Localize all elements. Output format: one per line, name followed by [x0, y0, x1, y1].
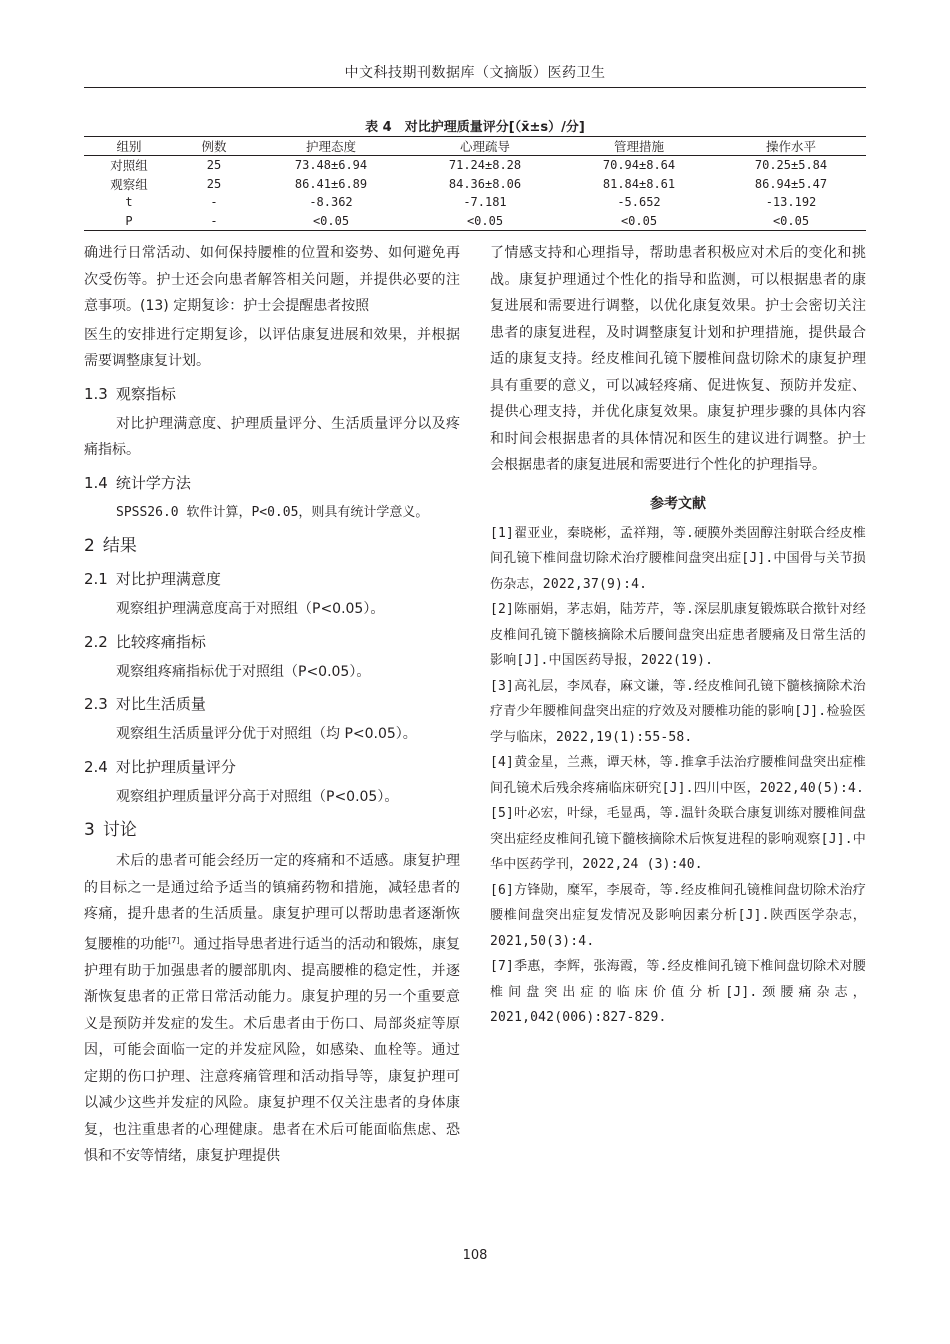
- table-4: [84, 136, 866, 231]
- section-heading-2: [84, 532, 460, 560]
- section-title: 观察指标: [115, 384, 176, 403]
- table-cell: -13.192: [765, 195, 817, 210]
- paragraph: 观察组生活质量评分优于对照组（均 P<0.05）。: [116, 726, 417, 742]
- table-cell: <0.05: [466, 213, 504, 228]
- left-column: [84, 240, 460, 1172]
- journal-header: 中文科技期刊数据库（文摘版）医药卫生: [344, 65, 606, 81]
- paragraph: 观察组护理质量评分高于对照组（P<0.05）。: [116, 788, 399, 805]
- table-cell: <0.05: [772, 213, 810, 228]
- section-heading-3: [84, 816, 460, 844]
- section-title: 对比生活质量: [115, 695, 206, 713]
- section-heading-1-4: [84, 470, 460, 496]
- reference-item: [7]季惠，李辉，张海霞，等.经皮椎间孔镜下椎间盘切除术对腰椎间盘突出症的临床价值分析[J].颈腰痛杂志，2021,042(006):827-829.: [490, 959, 866, 1025]
- header-management: 管理措施: [613, 139, 664, 154]
- table-cell: 25: [206, 158, 222, 173]
- header-operation: 操作水平: [765, 139, 816, 154]
- paragraph: 观察组护理满意度高于对照组（P<0.05）。: [116, 601, 385, 617]
- table-cell: 86.41±6.89: [294, 176, 368, 191]
- citation: [7]: [168, 935, 180, 945]
- table-cell: <0.05: [620, 213, 658, 228]
- section-heading-2-4: [84, 754, 460, 780]
- section-heading-2-3: [84, 691, 460, 717]
- table-cell: -5.652: [617, 195, 661, 210]
- table-cell: t: [125, 195, 133, 210]
- table-cell: 81.84±8.61: [602, 176, 676, 191]
- section-number: 3: [84, 820, 95, 840]
- reference-item: [5]叶必宏，叶绿，毛显禹，等.温针灸联合康复训练对腰椎间盘突出症经皮椎间孔镜下髓核摘除术后恢复进程的影响观察[J].中华中医药学刊，2022,24 (3):40.: [490, 806, 866, 872]
- reference-item: [6]方锋勋，糜军，李展奇，等.经皮椎间孔镜椎间盘切除术治疗腰椎间盘突出症复发情况及影响因素分析[J].陕西医学杂志，2021,50(3):4.: [490, 882, 866, 949]
- reference-item: [1]翟亚业，秦晓彬，孟祥翔，等.硬膜外类固醇注射联合经皮椎间孔镜下椎间盘切除术治疗腰椎间盘突出症[J].中国骨与关节损伤杂志，2022,37(9):4.: [490, 525, 866, 592]
- table-cell: -: [210, 195, 218, 210]
- paragraph: 医生的安排进行定期复诊，以评估康复进展和效果，并根据需要调整康复计划。: [84, 326, 460, 369]
- table-cell: -: [210, 213, 218, 228]
- page-number: 108: [462, 1248, 488, 1263]
- table-row: [84, 175, 866, 194]
- section-title: 讨论: [102, 820, 137, 840]
- paragraph: 了情感支持和心理指导，帮助患者积极应对术后的变化和挑战。康复护理通过个性化的指导和监测，可以根据患者的康复进展和需要进行调整，以优化康复效果。护士会密切关注患者的康复进程，及时调整康复计划和护理措施，提供最合适的康复支持。经皮椎间孔镜下腰椎间盘切除术的康复护理具有重要的意义，可以减轻疼痛、促进恢复、预防并发症、提供心理支持，并优化康复效果。康复护理步骤的具体内容和时间会根据患者的具体情况和医生的建议进行调整。护士会根据患者的康复进展和需要进行个性化的护理指导。: [490, 245, 866, 473]
- paragraph: 确进行日常活动、如何保持腰椎的位置和姿势、如何避免再次受伤等。护士还会向患者解答相关问题，并提供必要的注意事项。(13) 定期复诊：护士会提醒患者按照: [84, 245, 460, 314]
- section-number: 2.2: [84, 632, 108, 651]
- table-cell: 86.94±5.47: [754, 176, 828, 191]
- section-heading-1-3: [84, 381, 460, 407]
- table-cell: -8.362: [309, 195, 353, 210]
- section-heading-2-2: [84, 629, 460, 655]
- section-number: 2.3: [84, 695, 108, 713]
- table-row: [84, 193, 866, 212]
- section-title: 对比护理满意度: [115, 570, 221, 588]
- right-column: [490, 240, 866, 1031]
- table-cell: 25: [206, 176, 222, 191]
- table-row: [84, 212, 866, 231]
- text-run: 。通过指导患者进行适当的活动和锻炼，康复护理有助于加强患者的腰部肌肉、提高腰椎的稳定性，并逐渐恢复患者的正常日常活动能力。康复护理的另一个重要意义是预防并发症的发生。术后患者由于伤口、局部炎症等原因，可能会面临一定的并发症风险，如感染、血栓等。通过定期的伤口护理、注意疼痛管理和活动指导等，康复护理可以减少这些并发症的风险。康复护理不仅关注患者的身体康复，也注重患者的心理健康。患者在术后可能面临焦虑、恐惧和不安等情绪，康复护理提供: [84, 936, 461, 1165]
- table-header-row: [84, 137, 866, 156]
- table-cell: -7.181: [463, 195, 507, 210]
- section-number: 2: [84, 536, 95, 556]
- references-title: 参考文献: [650, 495, 706, 512]
- reference-item: [4]黄金星，兰燕，谭天林，等.推拿手法治疗腰椎间盘突出症椎间孔镜术后残余疼痛临床研究[J].四川中医，2022,40(5):4.: [490, 755, 866, 796]
- header-group: 组别: [116, 139, 142, 154]
- paragraph: 观察组疼痛指标优于对照组（P<0.05）。: [116, 663, 371, 680]
- section-title: 对比护理质量评分: [115, 757, 236, 776]
- table-cell: 70.25±5.84: [754, 158, 828, 173]
- table-cell: 70.94±8.64: [602, 158, 676, 173]
- section-number: 1.3: [84, 384, 108, 403]
- table-cell: 对照组: [110, 158, 148, 174]
- table-cell: <0.05: [312, 213, 350, 228]
- section-title: 比较疼痛指标: [115, 632, 206, 651]
- table-cell: 84.36±8.06: [448, 176, 522, 191]
- header-rule: [84, 87, 866, 88]
- reference-item: [3]高礼层，李凤春，麻文谦，等.经皮椎间孔镜下髓核摘除术治疗青少年腰椎间盘突出症的疗效及对腰椎功能的影响[J].检验医学与临床，2022,19(1):55-58.: [490, 678, 866, 745]
- section-number: 2.1: [84, 570, 108, 588]
- table-cell: P: [125, 213, 133, 228]
- paragraph: [84, 848, 460, 1170]
- quality-score-table: [84, 136, 866, 231]
- header-attitude: 护理态度: [305, 139, 356, 154]
- paragraph: 对比护理满意度、护理质量评分、生活质量评分以及疼痛指标。: [84, 415, 460, 458]
- text-run: 术后的患者可能会经历一定的疼痛和不适感。康复护理的目标之一是通过给予适当的镇痛药物和措施，减轻患者的疼痛，提升患者的生活质量。康复护理可以帮助患者逐渐恢复腰椎的功能: [84, 853, 460, 953]
- table-cell: 73.48±6.94: [294, 158, 368, 173]
- paragraph: SPSS26.0 软件计算，P<0.05，则具有统计学意义。: [116, 504, 429, 520]
- header-psych: 心理疏导: [459, 139, 510, 154]
- section-number: 2.4: [84, 757, 108, 776]
- section-heading-2-1: [84, 566, 460, 592]
- table-cell: 观察组: [110, 176, 148, 192]
- section-title: 统计学方法: [115, 473, 191, 492]
- section-number: 1.4: [84, 473, 108, 492]
- header-count: 例数: [201, 139, 227, 154]
- table-cell: 71.24±8.28: [448, 158, 522, 173]
- section-title: 结果: [102, 536, 137, 556]
- table-caption: 表 4 对比护理质量评分[（x̄±s）/分]: [365, 120, 585, 135]
- table-row: [84, 156, 866, 175]
- reference-item: [2]陈丽娟，茅志娟，陆芳芹，等.深层肌康复锻炼联合揿针对经皮椎间孔镜下髓核摘除术后腰间盘突出症患者腰痛及日常生活的影响[J].中国医药导报，2022(19).: [490, 602, 866, 668]
